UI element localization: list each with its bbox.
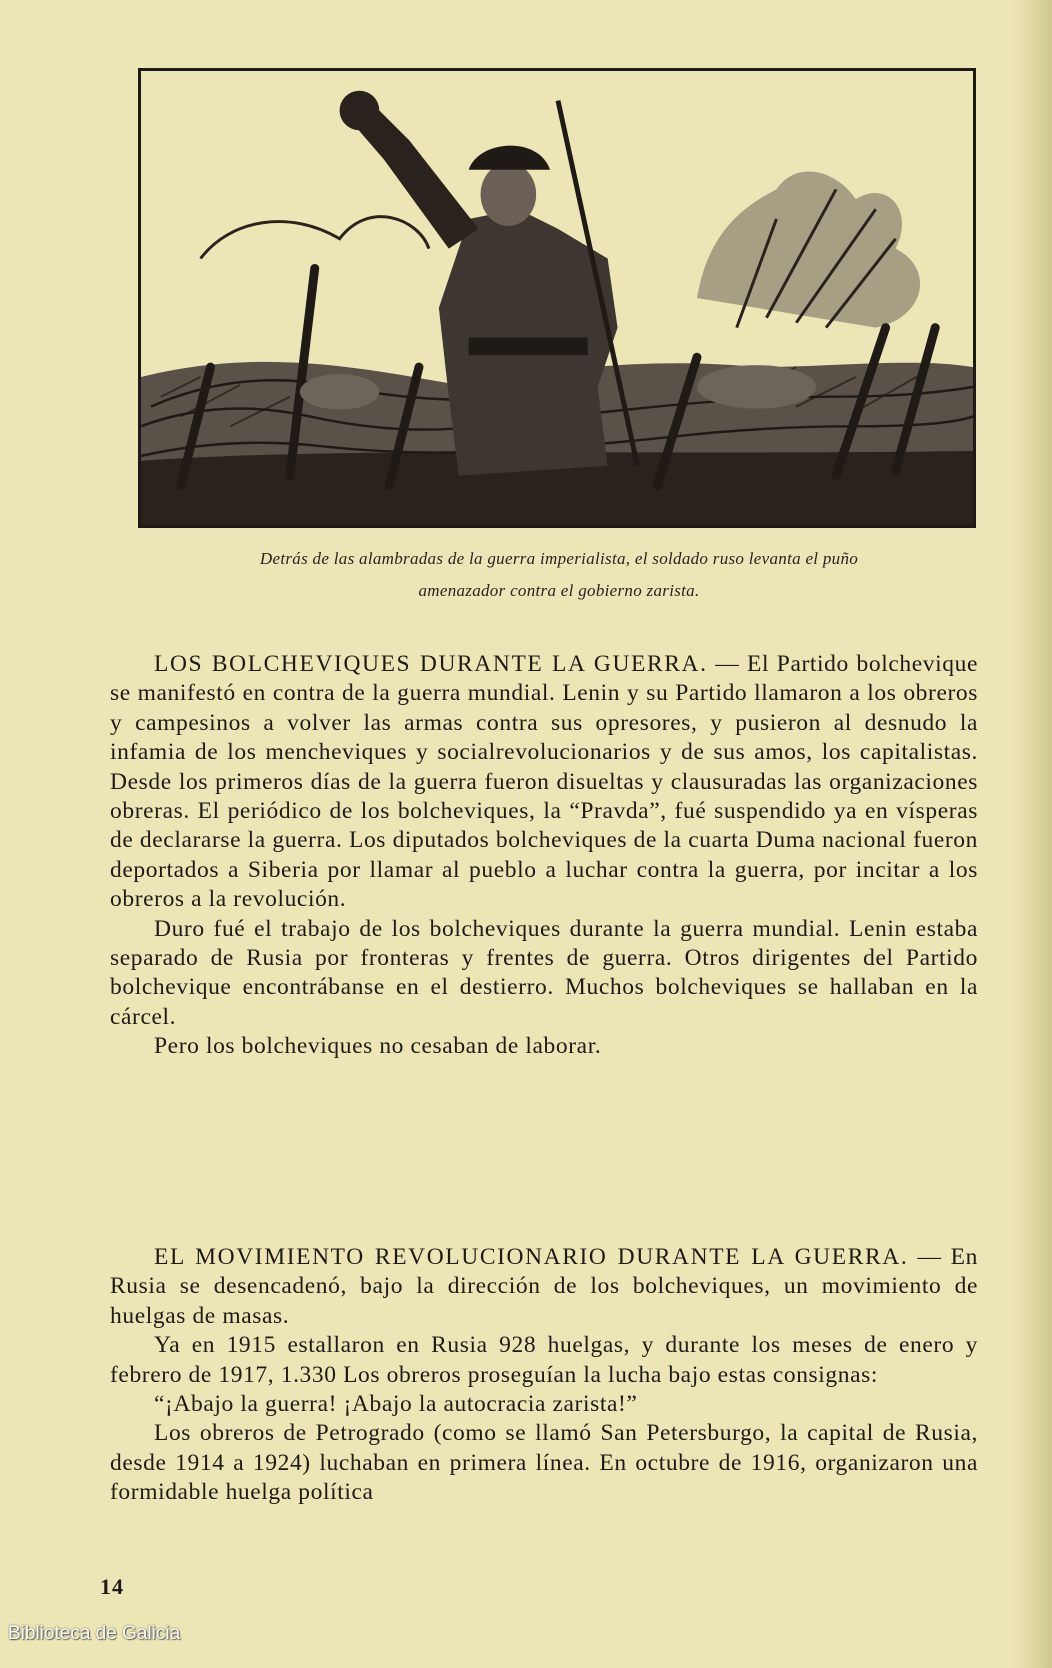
library-watermark: Biblioteca de Galicia <box>8 1623 181 1644</box>
paragraph: — En Rusia se desencadenó, bajo la dirección de los bolcheviques, un movimiento de huelgas de masas. <box>110 1244 978 1329</box>
paragraph: Duro fué el trabajo de los bolcheviques durante la guerra mundial. Lenin estaba separado de Rusia por fronteras y frentes de guerra. Otros dirigentes del Partido bolchevique encontrábanse en el destierro. Muchos bolcheviques se hallaban en la cárcel. <box>110 915 978 1030</box>
soldier-fist-illustration-icon <box>141 71 973 525</box>
section-heading-bolcheviques: LOS BOLCHEVIQUES DURANTE LA GUERRA. <box>154 651 708 677</box>
soldier-illustration <box>138 68 976 528</box>
paragraph: Los obreros de Petrogrado (como se llamó San Petersburgo, la capital de Rusia, desde 1914 a 1924) luchaban en primera línea. En octubre de 1916, organizaron una formidable huelga política <box>110 1420 978 1506</box>
section-movimiento <box>110 1243 978 1508</box>
paragraph: Pero los bolcheviques no cesaban de laborar. <box>154 1033 602 1060</box>
page-number: 14 <box>100 1574 124 1599</box>
caption-line-2: amenazador contra el gobierno zarista. <box>418 581 700 600</box>
paragraph: Ya en 1915 estallaron en Rusia 928 huelgas, y durante los meses de enero y febrero de 1917, 1.330 Los obreros proseguían la lucha bajo estas consignas: <box>110 1332 978 1388</box>
section-bolcheviques <box>110 650 978 1062</box>
caption-line-1: Detrás de las alambradas de la guerra imperialista, el soldado ruso levanta el puño <box>259 549 859 568</box>
paragraph: — El Partido bolchevique se manifestó en contra de la guerra mundial. Lenin y su Partido llamaron a los obreros y campesinos a volver las armas contra sus opresores, y pusieron al desnudo la infamia de los mencheviques y socialrevolucionarios y de sus amos, los capitalistas. Desde los primeros días de la guerra fueron disueltas y clausuradas las organizaciones obreras. El periódico de los bolcheviques, la “Pravda”, fué suspendido ya en vísperas de declararse la guerra. Los diputados bolcheviques de la cuarta Duma nacional fueron deportados a Siberia por llamar al pueblo a luchar contra la guerra, por incitar a los obreros a la revolución. <box>110 651 978 913</box>
section-heading-movimiento: EL MOVIMIENTO REVOLUCIONARIO DURANTE LA GUERRA. <box>154 1244 909 1270</box>
illustration-caption <box>140 543 978 607</box>
quote-paragraph: “¡Abajo la guerra! ¡Abajo la autocracia zarista!” <box>154 1391 638 1418</box>
page-edge-shadow <box>1012 0 1052 1668</box>
